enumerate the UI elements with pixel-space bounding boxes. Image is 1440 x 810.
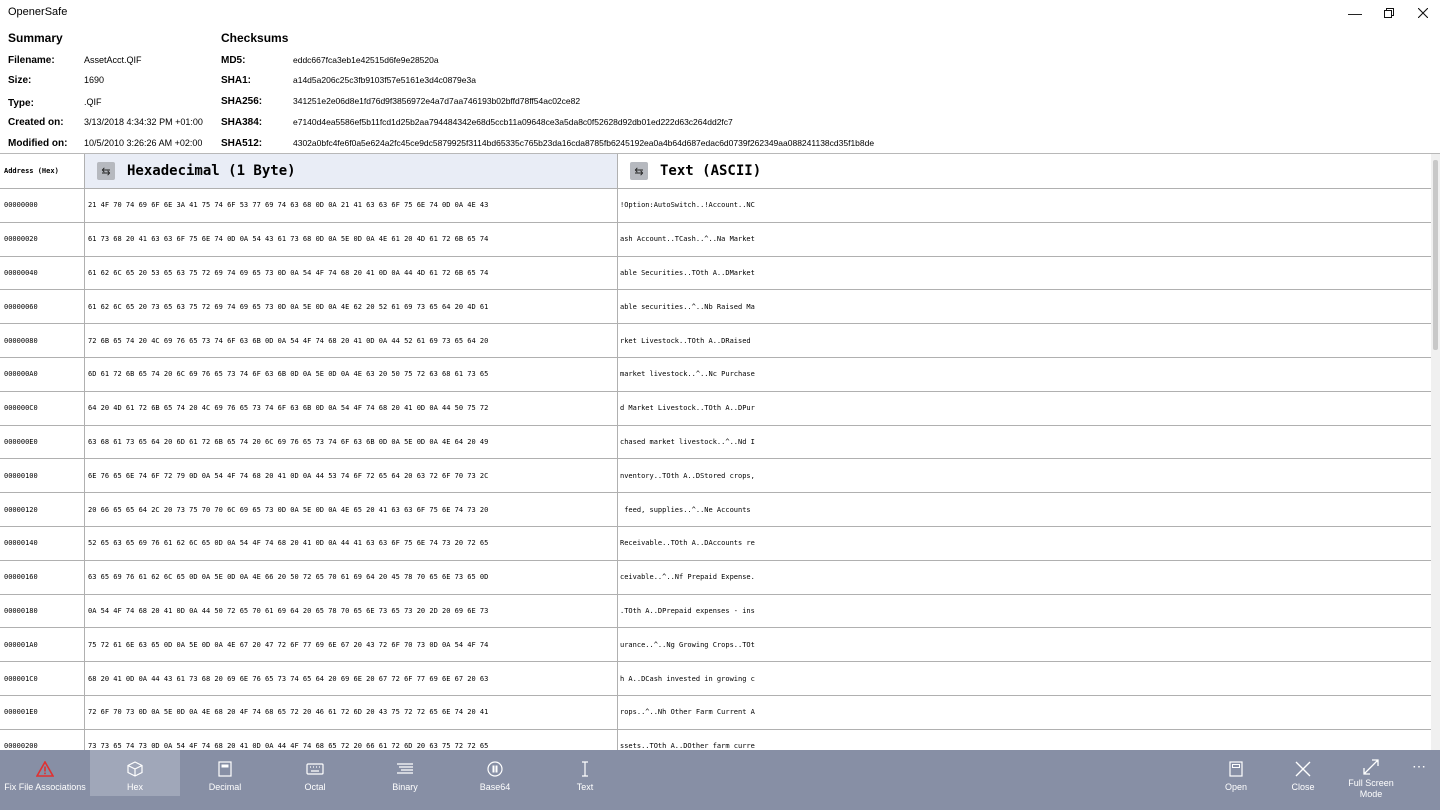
swap-arrows-icon: ⇆ [634, 165, 644, 178]
swap-arrows-icon: ⇆ [101, 165, 111, 178]
hex-cell[interactable]: 61 73 68 20 41 63 63 6F 75 6E 74 0D 0A 54 43 61 73 68 0D 0A 5E 0D 0A 4E 61 20 4D 61 72 6B 65 74 [85, 223, 618, 256]
binary-label: Binary [392, 782, 418, 792]
close-label: Close [1291, 782, 1315, 792]
full-screen-button[interactable] [1326, 750, 1416, 799]
address-cell: 000000C0 [0, 392, 85, 425]
decimal-button[interactable] [180, 750, 270, 796]
address-cell: 00000160 [0, 561, 85, 594]
warning-icon [36, 761, 54, 777]
ascii-cell[interactable]: !Option:AutoSwitch..!Account..NC [620, 201, 755, 210]
app-title: OpenerSafe [8, 6, 68, 18]
table-row[interactable] [0, 459, 1431, 493]
ascii-cell[interactable]: ceivable..^..Nf Prepaid Expense. [620, 573, 755, 582]
command-bar [0, 750, 1440, 810]
ascii-cell[interactable]: d Market Livestock..TOth A..DPur [620, 404, 755, 413]
address-cell: 00000000 [0, 189, 85, 222]
modified-label: Modified on: [8, 138, 68, 149]
sha1-label: SHA1: [221, 75, 252, 86]
address-cell: 00000020 [0, 223, 85, 256]
table-row[interactable] [0, 426, 1431, 460]
hex-cell[interactable]: 73 73 65 74 73 0D 0A 54 4F 74 68 20 41 0D 0A 44 4F 74 68 65 72 20 66 61 72 6D 20 63 75 72 72 65 [85, 730, 618, 750]
full-screen-label: Full Screen Mode [1348, 778, 1394, 799]
address-cell: 00000040 [0, 257, 85, 290]
ascii-cell[interactable]: urance..^..Ng Growing Crops..TOt [620, 640, 755, 649]
hex-column-header [85, 154, 618, 189]
hex-column-title: Hexadecimal (1 Byte) [127, 163, 296, 179]
base64-button[interactable] [450, 750, 540, 796]
base64-icon [487, 761, 503, 777]
table-row[interactable] [0, 358, 1431, 392]
sha512-value: 4302a0bfc4fe6f0a5e624a2fc45ce9dc5879925f3114bd65335c765b23da16cda8785fb6245192ea0a4b64d687edac6d0739f262349aa088241138cd35f1b8de [293, 138, 875, 148]
size-value: 1690 [84, 75, 105, 85]
hex-cell[interactable]: 6D 61 72 6B 65 74 20 6C 69 76 65 73 74 6F 63 6B 0D 0A 5E 0D 0A 4E 63 20 50 75 72 63 68 61 73 65 [85, 358, 618, 391]
address-cell: 00000120 [0, 493, 85, 526]
sha384-label: SHA384: [221, 117, 263, 128]
sha256-label: SHA256: [221, 96, 263, 107]
hex-cell[interactable]: 0A 54 4F 74 68 20 41 0D 0A 44 50 72 65 70 61 69 64 20 65 78 70 65 6E 73 65 73 20 2D 20 69 6E 73 [85, 595, 618, 628]
hex-cell[interactable]: 64 20 4D 61 72 6B 65 74 20 4C 69 76 65 73 74 6F 63 6B 0D 0A 54 4F 74 68 20 41 0D 0A 44 50 75 72 [85, 392, 618, 425]
table-row[interactable] [0, 223, 1431, 257]
md5-label: MD5: [221, 55, 246, 66]
ascii-cell[interactable]: h A..DCash invested in growing c [620, 674, 755, 683]
ascii-cell[interactable]: nventory..TOth A..DStored crops, [620, 471, 755, 480]
md5-value: eddc667fca3eb1e42515d6fe9e28520a [293, 55, 439, 65]
restore-icon [1384, 8, 1394, 18]
fix-file-associations-button[interactable] [0, 750, 90, 796]
ascii-cell[interactable]: rket Livestock..TOth A..DRaised [620, 336, 755, 345]
binary-button[interactable] [360, 750, 450, 796]
more-options-button[interactable]: ⋯ [1412, 758, 1427, 774]
ascii-cell[interactable]: chased market livestock..^..Nd I [620, 437, 755, 446]
minimize-button[interactable] [1338, 0, 1372, 26]
binary-icon [396, 762, 414, 776]
sha1-value: a14d5a206c25c3fb9103f57e5161e3d4c0879e3a [293, 75, 476, 85]
modified-value: 10/5/2010 3:26:26 AM +02:00 [84, 138, 203, 148]
address-cell: 000001E0 [0, 696, 85, 729]
table-row[interactable] [0, 493, 1431, 527]
address-cell: 00000140 [0, 527, 85, 560]
hex-button[interactable] [90, 750, 180, 796]
table-row[interactable] [0, 730, 1431, 750]
title-bar [0, 0, 1440, 26]
window-close-button[interactable] [1406, 0, 1440, 26]
table-row[interactable] [0, 595, 1431, 629]
base64-label: Base64 [479, 782, 511, 792]
hex-cell[interactable]: 61 62 6C 65 20 53 65 63 75 72 69 74 69 65 73 0D 0A 54 4F 74 68 20 41 0D 0A 44 4D 61 72 6B 65 74 [85, 257, 618, 290]
created-label: Created on: [8, 117, 64, 128]
text-column-header [618, 154, 1431, 189]
table-row[interactable] [0, 662, 1431, 696]
table-row[interactable] [0, 628, 1431, 662]
fix-file-associations-label: Fix File Associations [4, 782, 86, 792]
address-cell: 00000100 [0, 459, 85, 492]
filename-value: AssetAcct.QIF [84, 55, 142, 65]
table-row[interactable] [0, 527, 1431, 561]
cube-icon [127, 761, 143, 777]
hex-rows [0, 189, 1431, 750]
hex-cell[interactable]: 6E 76 65 6E 74 6F 72 79 0D 0A 54 4F 74 68 20 41 0D 0A 44 53 74 6F 72 65 64 20 63 72 6F 70 73 2C [85, 459, 618, 492]
created-value: 3/13/2018 4:34:32 PM +01:00 [84, 117, 203, 127]
scrollbar-thumb[interactable] [1433, 160, 1438, 350]
table-row[interactable] [0, 696, 1431, 730]
close-window-icon [1418, 8, 1428, 18]
decimal-label: Decimal [208, 782, 242, 792]
octal-label: Octal [304, 782, 326, 792]
table-row[interactable] [0, 392, 1431, 426]
hex-cell[interactable]: 21 4F 70 74 69 6F 6E 3A 41 75 74 6F 53 77 69 74 63 68 0D 0A 21 41 63 63 6F 75 6E 74 0D 0A 4E 43 [85, 189, 618, 222]
table-row[interactable] [0, 290, 1431, 324]
filename-label: Filename: [8, 55, 55, 66]
vertical-scrollbar[interactable] [1431, 154, 1440, 750]
address-cell: 00000060 [0, 290, 85, 323]
summary-heading: Summary [8, 31, 63, 45]
open-file-icon [1229, 761, 1243, 777]
address-cell: 00000180 [0, 595, 85, 628]
keyboard-icon [306, 763, 324, 775]
open-label: Open [1224, 782, 1248, 792]
hex-cell[interactable]: 61 62 6C 65 20 73 65 63 75 72 69 74 69 65 73 0D 0A 5E 0D 0A 4E 62 20 52 61 69 73 65 64 20 4D 61 [85, 290, 618, 323]
address-cell: 00000200 [0, 730, 85, 750]
swap-format-button[interactable] [97, 162, 115, 180]
swap-text-format-button[interactable] [630, 162, 648, 180]
maximize-button[interactable] [1372, 0, 1406, 26]
table-row[interactable] [0, 561, 1431, 595]
ascii-cell[interactable]: .TOth A..DPrepaid expenses - ins [620, 606, 755, 615]
ascii-cell[interactable]: ash Account..TCash..^..Na Market [620, 235, 755, 244]
hex-cell[interactable]: 68 20 41 0D 0A 44 43 61 73 68 20 69 6E 76 65 73 74 65 64 20 69 6E 20 67 72 6F 77 69 6E 67 20 63 [85, 662, 618, 695]
hex-label: Hex [126, 782, 143, 792]
address-cell: 000001A0 [0, 628, 85, 661]
table-row[interactable] [0, 257, 1431, 291]
fullscreen-icon [1363, 759, 1379, 775]
address-cell: 000000A0 [0, 358, 85, 391]
address-cell: 00000080 [0, 324, 85, 357]
address-cell: 000000E0 [0, 426, 85, 459]
octal-button[interactable] [270, 750, 360, 796]
table-row[interactable] [0, 189, 1431, 223]
ascii-cell[interactable]: able securities..^..Nb Raised Ma [620, 302, 755, 311]
ascii-cell[interactable]: ssets..TOth A..DOther farm curre [620, 742, 755, 750]
sha384-value: e7140d4ea5586ef5b11fcd1d25b2aa794484342e68d5ccb11a09648ce3a5da8c0f52628d92db01ed222d63c264dd2fc7 [293, 117, 733, 127]
ascii-cell[interactable]: able Securities..TOth A..DMarket [620, 268, 755, 277]
address-cell: 000001C0 [0, 662, 85, 695]
ascii-cell[interactable]: rops..^..Nh Other Farm Current A [620, 708, 755, 717]
file-summary-panel [0, 26, 1440, 152]
decimal-icon [218, 761, 232, 777]
address-column-header: Address (Hex) [0, 154, 85, 189]
type-label: Type: [8, 98, 34, 109]
text-button[interactable] [540, 750, 630, 796]
hex-cell[interactable]: 72 6B 65 74 20 4C 69 76 65 73 74 6F 63 6B 0D 0A 54 4F 74 68 20 41 0D 0A 44 52 61 69 73 65 64 20 [85, 324, 618, 357]
text-column-title: Text (ASCII) [660, 163, 762, 179]
hex-view-table [0, 153, 1440, 750]
size-label: Size: [8, 75, 32, 86]
hex-cell[interactable]: 20 66 65 65 64 2C 20 73 75 70 70 6C 69 65 73 0D 0A 5E 0D 0A 4E 65 20 41 63 63 6F 75 6E 74 73 20 [85, 493, 618, 526]
hex-cell[interactable]: 75 72 61 6E 63 65 0D 0A 5E 0D 0A 4E 67 20 47 72 6F 77 69 6E 67 20 43 72 6F 70 73 0D 0A 54 4F 74 [85, 628, 618, 661]
checksums-heading: Checksums [221, 31, 289, 45]
table-row[interactable] [0, 324, 1431, 358]
text-label: Text [576, 782, 594, 792]
ascii-cell[interactable]: Receivable..TOth A..DAccounts re [620, 539, 755, 548]
hex-cell[interactable]: 72 6F 70 73 0D 0A 5E 0D 0A 4E 68 20 4F 74 68 65 72 20 46 61 72 6D 20 43 75 72 72 65 6E 74 20 41 [85, 696, 618, 729]
hex-cell[interactable]: 63 65 69 76 61 62 6C 65 0D 0A 5E 0D 0A 4E 66 20 50 72 65 70 61 69 64 20 45 78 70 65 6E 73 65 0D [85, 561, 618, 594]
hex-cell[interactable]: 63 68 61 73 65 64 20 6D 61 72 6B 65 74 20 6C 69 76 65 73 74 6F 63 6B 0D 0A 5E 0D 0A 4E 64 20 49 [85, 426, 618, 459]
ascii-cell[interactable]: market livestock..^..Nc Purchase [620, 370, 755, 379]
type-value: .QIF [84, 97, 102, 107]
text-cursor-icon [580, 761, 590, 777]
hex-cell[interactable]: 52 65 63 65 69 76 61 62 6C 65 0D 0A 54 4F 74 68 20 41 0D 0A 44 41 63 63 6F 75 6E 74 73 20 72 65 [85, 527, 618, 560]
ascii-cell[interactable]: feed, supplies..^..Ne Accounts [620, 505, 755, 514]
minimize-icon: — [1348, 5, 1362, 21]
sha256-value: 341251e2e06d8e1fd76d9f3856972e4a7d7aa746193b02bffd78ff54ac02ce82 [293, 96, 581, 106]
sha512-label: SHA512: [221, 138, 263, 149]
close-icon [1295, 761, 1311, 777]
